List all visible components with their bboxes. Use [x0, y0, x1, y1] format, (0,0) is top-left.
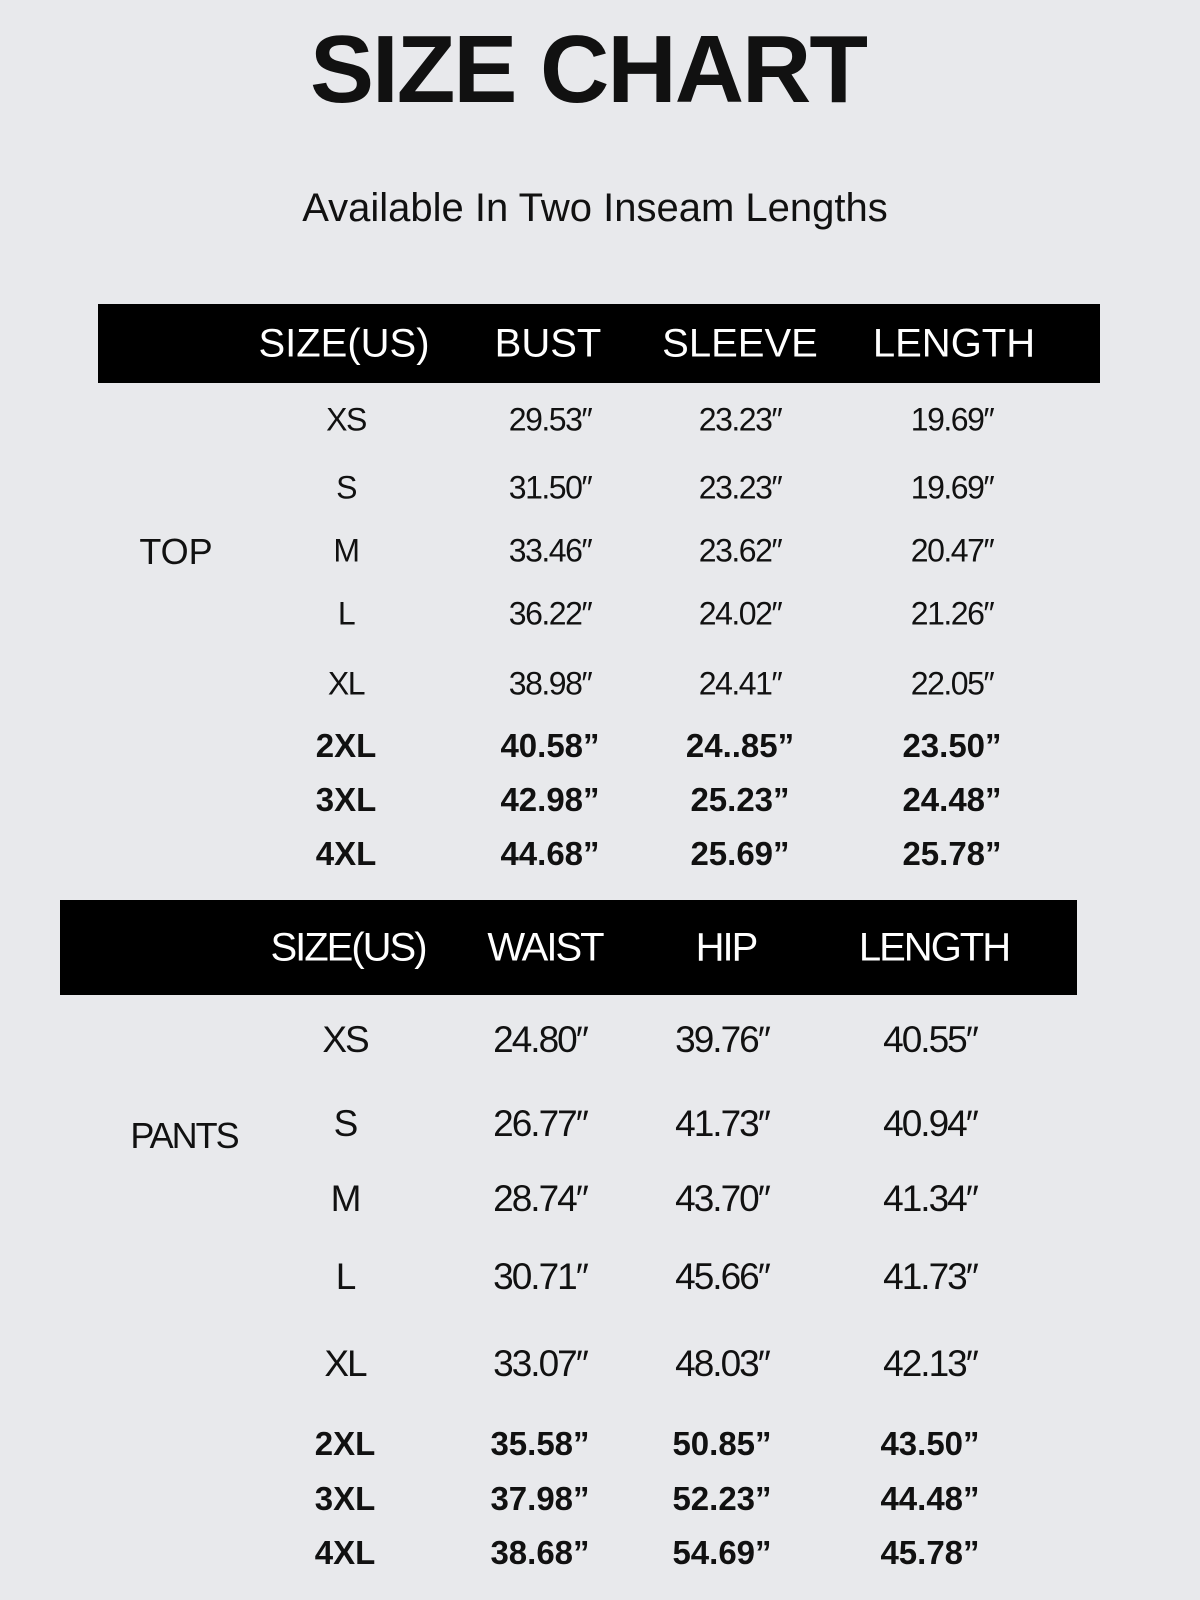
pants-table-cell: 44.48”: [880, 1480, 980, 1517]
top-table-cell: 23.23″: [698, 401, 782, 438]
pants-table-cell: 39.76″: [675, 1019, 769, 1060]
top-section-label: TOP: [139, 531, 213, 572]
pants-table-cell: 30.71″: [493, 1256, 587, 1297]
pants-table-cell: 41.34″: [883, 1178, 977, 1219]
pants-table-cell: 4XL: [314, 1534, 376, 1571]
top-table-cell: 33.46″: [508, 532, 592, 569]
pants-table-cell: 37.98”: [490, 1480, 590, 1517]
pants-table-cell: 40.94″: [883, 1103, 977, 1144]
top-table-cell: 42.98”: [500, 781, 600, 818]
pants-table-cell: L: [335, 1256, 355, 1297]
top-table-cell: 23.62″: [698, 532, 782, 569]
top-table-cell: M: [333, 532, 359, 569]
pants-table-cell: XS: [322, 1019, 368, 1060]
top-table-cell: 31.50″: [508, 469, 592, 506]
top-table-cell: 24.02″: [698, 595, 782, 632]
top-table-cell: 25.23”: [690, 781, 790, 818]
top-table-cell: 20.47″: [910, 532, 994, 569]
top-header-size: SIZE(US): [258, 321, 430, 365]
top-table-cell: 19.69″: [910, 401, 994, 438]
pants-table-cell: 43.70″: [675, 1178, 769, 1219]
top-table-cell: S: [336, 469, 356, 506]
top-table-header: [98, 304, 1100, 383]
top-table-cell: 25.78”: [902, 835, 1002, 872]
page-title: SIZE CHART: [310, 16, 866, 123]
pants-table-cell: 43.50”: [880, 1425, 980, 1462]
pants-table-cell: 41.73″: [883, 1256, 977, 1297]
pants-table-cell: 45.66″: [675, 1256, 769, 1297]
top-table-cell: 19.69″: [910, 469, 994, 506]
pants-table-cell: 52.23”: [672, 1480, 772, 1517]
top-table-cell: 25.69”: [690, 835, 790, 872]
top-table-cell: 36.22″: [508, 595, 592, 632]
top-header-length: LENGTH: [872, 321, 1036, 365]
pants-table-cell: S: [333, 1103, 357, 1144]
pants-table-cell: 28.74″: [493, 1178, 587, 1219]
pants-table-cell: 50.85”: [672, 1425, 772, 1462]
top-table-cell: 40.58”: [500, 727, 600, 764]
pants-table-cell: 54.69”: [672, 1534, 772, 1571]
top-header-sleeve: SLEEVE: [662, 321, 818, 365]
pants-header-size: SIZE(US): [270, 925, 426, 969]
pants-table-cell: 42.13″: [883, 1343, 977, 1384]
pants-table-header: [60, 900, 1077, 995]
top-table-cell: 23.50”: [902, 727, 1002, 764]
top-table-cell: 23.23″: [698, 469, 782, 506]
top-table-cell: L: [337, 595, 355, 632]
pants-table-cell: 38.68”: [490, 1534, 590, 1571]
pants-table-cell: 48.03″: [675, 1343, 769, 1384]
top-table-cell: 24.41″: [698, 665, 782, 702]
pants-table-cell: 35.58”: [490, 1425, 590, 1462]
pants-table-cell: 2XL: [314, 1425, 376, 1462]
top-table-cell: XL: [327, 665, 365, 702]
top-table-cell: 29.53″: [508, 401, 592, 438]
top-table-cell: 4XL: [315, 835, 377, 872]
top-table-cell: 21.26″: [910, 595, 994, 632]
pants-table-cell: 45.78”: [880, 1534, 980, 1571]
top-table-cell: XS: [326, 401, 366, 438]
pants-table-cell: 26.77″: [493, 1103, 587, 1144]
page-subtitle: Available In Two Inseam Lengths: [302, 186, 888, 230]
pants-table-cell: 40.55″: [883, 1019, 977, 1060]
pants-section-label: PANTS: [130, 1115, 238, 1156]
pants-header-length: LENGTH: [858, 925, 1010, 969]
pants-table-cell: 3XL: [314, 1480, 376, 1517]
top-table-cell: 3XL: [315, 781, 377, 818]
top-table-cell: 2XL: [315, 727, 377, 764]
top-table-cell: 24.48”: [902, 781, 1002, 818]
pants-table-cell: M: [330, 1178, 360, 1219]
top-table-cell: 44.68”: [500, 835, 600, 872]
pants-header-waist: WAIST: [487, 925, 603, 969]
top-header-bust: BUST: [494, 321, 602, 365]
pants-table-cell: 33.07″: [493, 1343, 587, 1384]
pants-table-cell: 24.80″: [493, 1019, 587, 1060]
pants-table-cell: XL: [324, 1343, 366, 1384]
pants-header-hip: HIP: [695, 925, 757, 969]
top-table-cell: 22.05″: [910, 665, 994, 702]
top-table-cell: 24..85”: [685, 727, 795, 764]
top-table-cell: 38.98″: [508, 665, 592, 702]
pants-table-cell: 41.73″: [675, 1103, 769, 1144]
